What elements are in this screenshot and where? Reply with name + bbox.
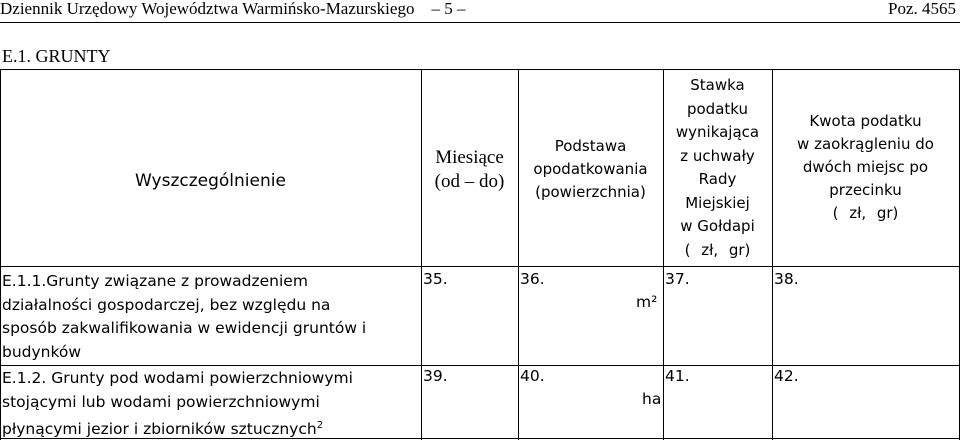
field-number: 39. xyxy=(423,367,448,385)
field-number: 40. xyxy=(520,367,545,385)
row-description-line: działalności gospodarczej, bez względu na xyxy=(2,295,331,314)
header-rate-line: Rady xyxy=(698,170,737,188)
footnote-marker: 2 xyxy=(316,420,324,431)
row-description-line: budynków xyxy=(2,342,82,361)
journal-title: Dziennik Urzędowy Województwa Warmińsko-Mazurskiego xyxy=(0,0,415,18)
header-rate xyxy=(663,74,772,262)
header-rate-line: wynikająca xyxy=(675,123,760,141)
unit-label: m² xyxy=(636,293,658,311)
field-number: 42. xyxy=(774,367,799,385)
header-amount-line: przecinku xyxy=(829,181,902,199)
row-description-line: E.1.1.Grunty związane z prowadzeniem xyxy=(2,272,308,290)
page-number: – 5 – xyxy=(431,0,466,18)
field-number: 37. xyxy=(665,270,690,288)
table-left-border xyxy=(0,69,1,440)
header-base-line: Podstawa xyxy=(554,137,627,155)
header-bottom-border xyxy=(0,266,960,267)
header-amount-line: Kwota podatku xyxy=(809,112,922,130)
header-rate-line: z uchwały xyxy=(680,146,755,165)
row-description-line: sposób zakwalifikowania w ewidencji gruntów i xyxy=(2,319,367,337)
column-divider xyxy=(518,69,519,440)
row-description-line xyxy=(2,414,353,442)
journal-title-and-page xyxy=(0,0,465,19)
header-base-line: opodatkowania xyxy=(533,160,648,178)
header-base-line: (powierzchnia) xyxy=(535,183,646,201)
position-number: Poz. 4565 xyxy=(888,0,956,18)
section-title: E.1. GRUNTY xyxy=(2,46,111,66)
table-top-border xyxy=(0,69,960,70)
field-number: 35. xyxy=(423,270,448,288)
field-number: 36. xyxy=(520,270,545,288)
header-rate-line: podatku xyxy=(686,99,749,118)
header-amount-line: ( zł, gr) xyxy=(832,204,899,222)
header-rate-line: w Gołdapi xyxy=(680,217,755,235)
header-months xyxy=(421,146,518,194)
header-months-line: (od – do) xyxy=(434,171,505,192)
header-description: Wyszczególnienie xyxy=(135,171,286,191)
field-number: 38. xyxy=(774,270,799,288)
column-divider xyxy=(421,69,422,440)
header-rate-line: Miejskiej xyxy=(685,193,750,212)
header-amount-line: dwóch miejsc po xyxy=(802,158,929,176)
row-divider xyxy=(0,365,960,366)
field-number: 41. xyxy=(665,367,690,385)
header-rate-line: Stawka xyxy=(690,76,745,94)
header-amount-line: w zaokrągleniu do xyxy=(797,135,934,153)
header-rate-line: ( zł, gr) xyxy=(684,240,751,259)
row-description-text: płynącymi jezior i zbiorników sztucznych xyxy=(2,420,317,439)
row-description-line: stojącymi lub wodami powierzchniowymi xyxy=(2,392,320,411)
header-amount xyxy=(772,110,959,225)
row-description xyxy=(2,270,366,364)
page-header xyxy=(0,0,960,23)
row-description-line: E.1.2. Grunty pod wodami powierzchniowymi xyxy=(2,369,353,387)
header-base xyxy=(518,135,663,204)
row-description xyxy=(2,367,353,442)
unit-label: ha xyxy=(642,390,662,408)
header-months-line: Miesiące xyxy=(435,147,504,168)
